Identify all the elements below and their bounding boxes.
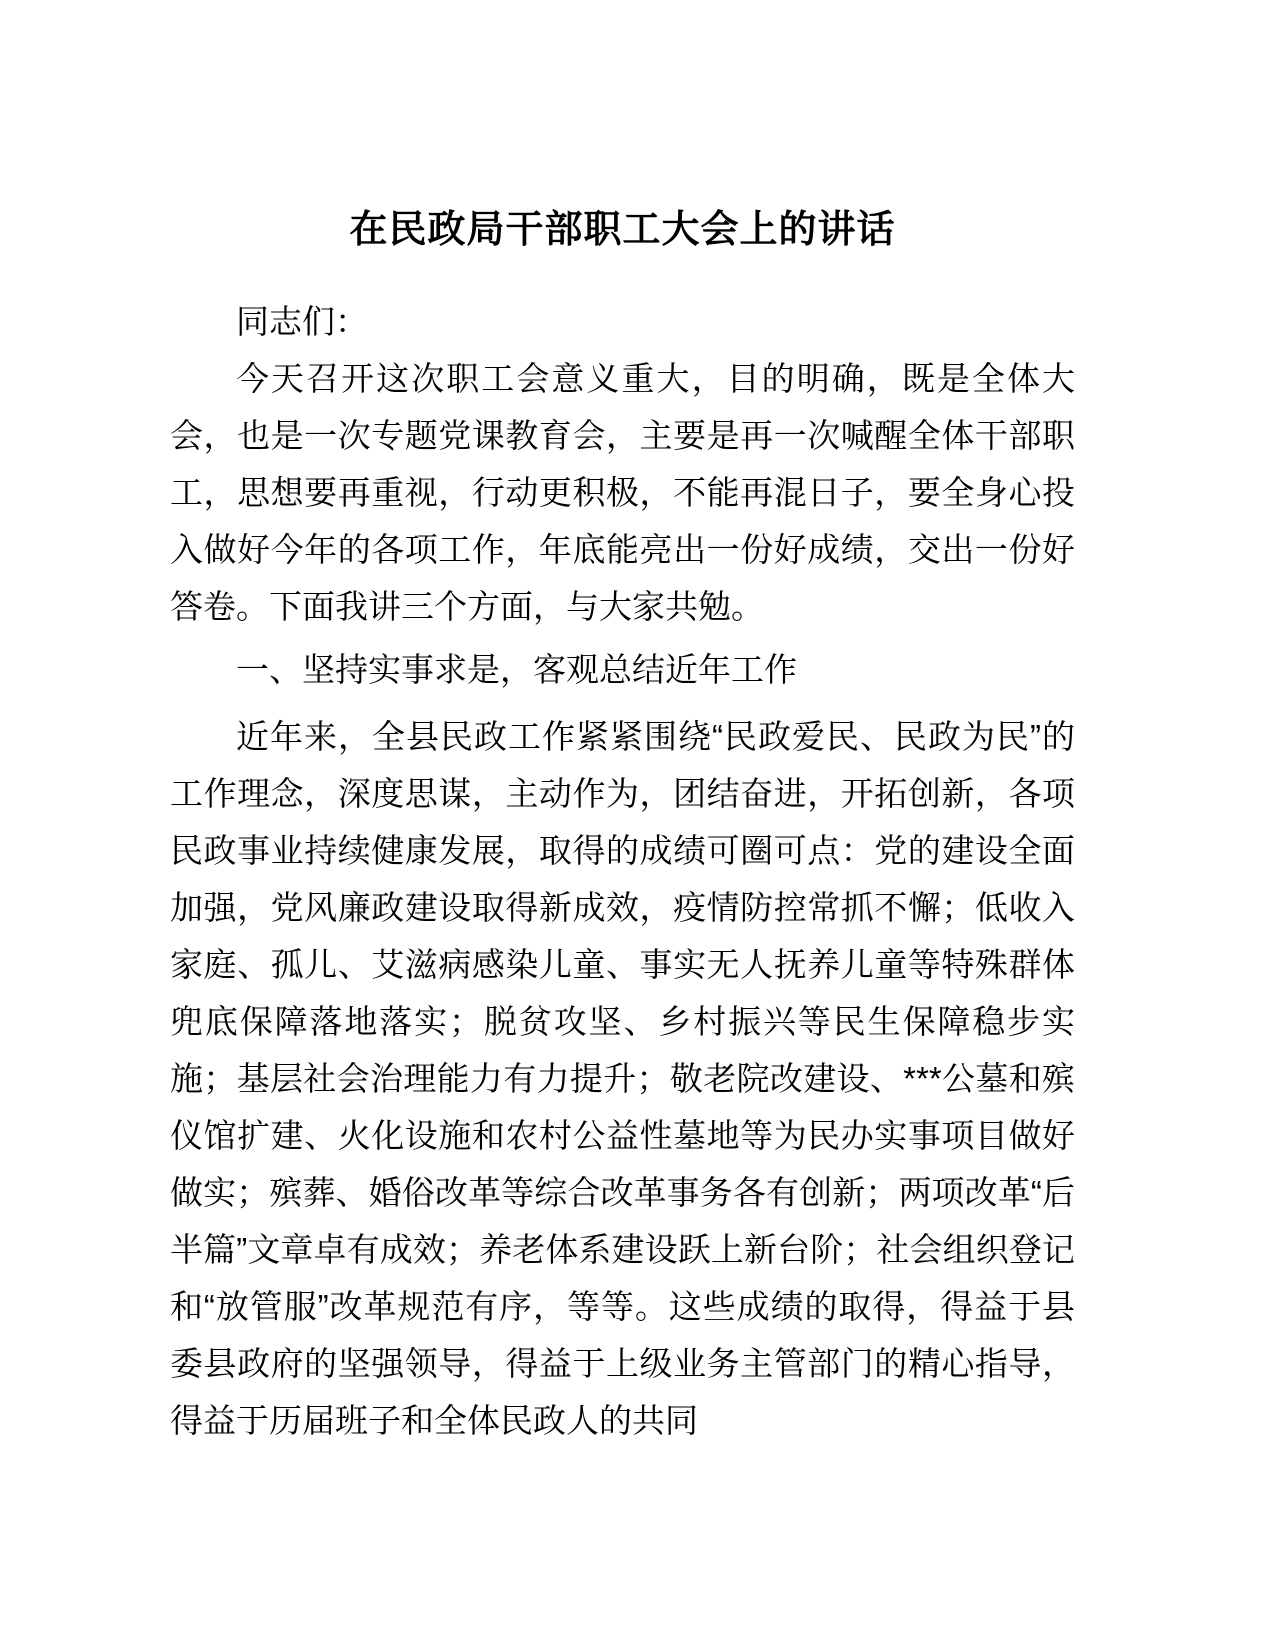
paragraph-section-1-body: 近年来，全县民政工作紧紧围绕“民政爱民、民政为民”的工作理念，深度思谋，主动作为，团结奋进，开拓创新，各项民政事业持续健康发展，取得的成绩可圈可点：党的建设全面加强，党风廉政建设取得新成效，疫情防控常抓不懈；低收入家庭、孤儿、艾滋病感染儿童、事实无人抚养儿童等特殊群体兜底保障落地落实；脱贫攻坚、乡村振兴等民生保障稳步实施；基层社会治理能力有力提升；敬老院改建设、***公墓和殡仪馆扩建、火化设施和农村公益性墓地等为民办实事项目做好做实；殡葬、婚俗改革等综合改革事务各有创新；两项改革“后半篇”文章卓有成效；养老体系建设跃上新台阶；社会组织登记和“放管服”改革规范有序，等等。这些成绩的取得，得益于县委县政府的坚强领导，得益于上级业务主管部门的精心指导，得益于历届班子和全体民政人的共同 [170,718,1075,1439]
paragraph-salutation: 同志们： [236,303,368,340]
section-heading-1: 一、坚持实事求是，客观总结近年工作 [236,651,797,688]
paragraph-intro: 今天召开这次职工会意义重大，目的明确，既是全体大会，也是一次专题党课教育会，主要是再一次喊醒全体干部职工，思想要再重视，行动更积极，不能再混日子，要全身心投入做好今年的各项工作，年底能亮出一份好成绩，交出一份好答卷。下面我讲三个方面，与大家共勉。 [170,360,1075,625]
document-title: 在民政局干部职工大会上的讲话 [349,209,896,251]
